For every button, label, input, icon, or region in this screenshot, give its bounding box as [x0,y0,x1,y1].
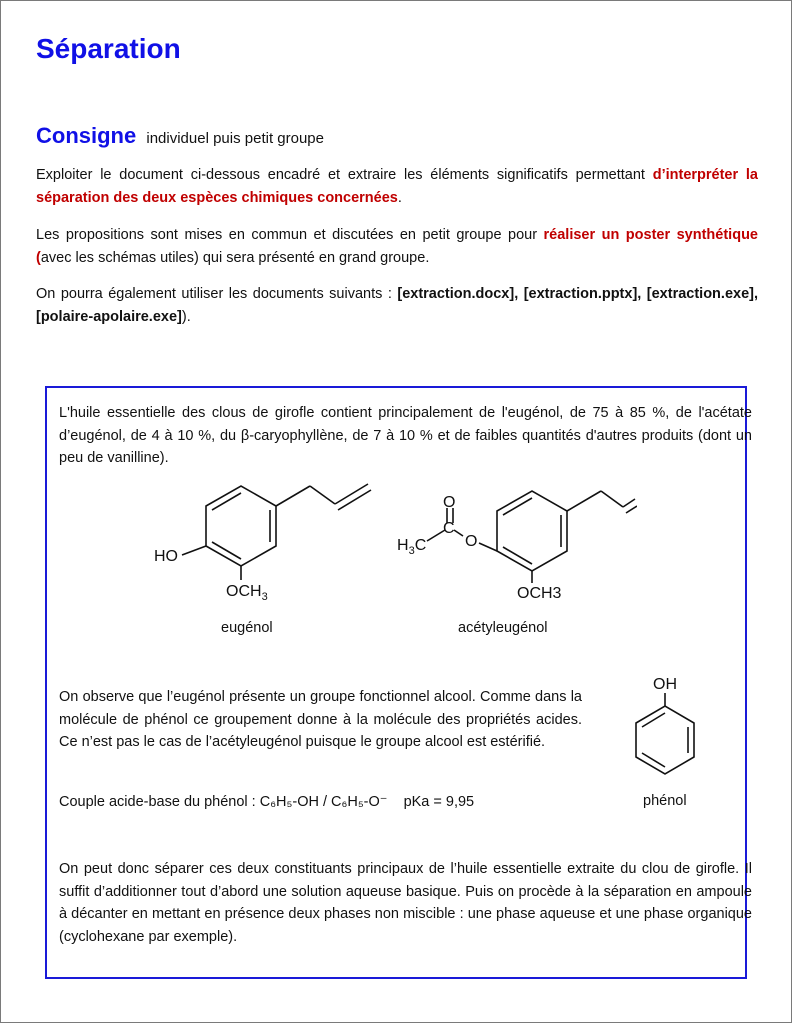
consigne-subtitle: individuel puis petit groupe [146,130,324,147]
acid-base-couple [59,791,579,814]
consigne-label: Consigne [36,123,137,148]
document-box [45,386,752,979]
observation-paragraph: On observe que l’eugénol présente un groupe fonctionnel alcool. Comme dans la molécule de phénol ce groupement donne à la molécule des propriétés acides. Ce n’est pas le cas de l’acétyleugénol puisque le groupe alcool est estérifié. [59,689,582,750]
instruction-1-text: Exploiter le document ci-dessous encadré et extraire les éléments significatifs permettant [36,167,653,183]
instruction-paragraph-2 [36,224,758,269]
instruction-1-highlight: d’interpréter la séparation des deux espèces chimiques concernées [36,167,758,206]
instruction-2-text: Les propositions sont mises en commun et discutées en petit groupe pour [36,227,544,243]
phenol-structure [630,671,700,781]
instruction-paragraph-3 [36,283,758,328]
acetyl-c: C [443,520,455,537]
acetyleugenol-label: acétyleugénol [458,620,548,636]
page-title: Séparation [36,33,181,64]
couple-label: Couple acide-base du phénol : [59,794,260,810]
pka-value: pKa = 9,95 [403,794,475,810]
instruction-2-end: avec les schémas utiles) qui sera présenté en grand groupe. [40,249,430,266]
document-intro: L'huile essentielle des clous de girofle contient principalement de l'eugénol, de 75 à 85 %, de l'acétate d’eugénol, de 4 à 10 %, du β-caryophyllène, de 7 à 10 % et de faibles quantités d'autres produits (dont un peu de vanilline). [59,405,752,466]
couple-formula: C₆H₅-OH / C₆H₅-O⁻ [259,794,388,810]
instruction-1-end: . [397,189,402,206]
eugenol-ho: HO [154,548,178,565]
instruction-paragraph-1 [36,164,758,209]
acetyl-carbonyl-o: O [443,494,456,511]
phenol-label: phénol [643,793,687,809]
consigne-heading [36,123,324,149]
instruction-2-highlight: réaliser un poster synthétique ( [36,227,758,266]
document-links: [extraction.docx], [extraction.pptx], [extraction.exe], [polaire-apolaire.exe] [36,286,758,325]
eugenol-och3: $OCH_3$ [226,583,268,603]
phenol-oh: OH [653,676,677,693]
instruction-3-end: ). [181,308,191,325]
acetyl-h3c: $H_3C$ [397,537,427,557]
eugenol-label: eugénol [221,620,273,636]
acetyl-ester-o: O [465,533,478,550]
eugenol-structure [142,478,372,603]
instruction-3-text: On pourra également utiliser les documents suivants : [36,286,398,302]
acetyl-och3: OCH3 [517,585,562,602]
acetyleugenol-structure [397,483,637,608]
conclusion-paragraph: On peut donc séparer ces deux constituants principaux de l’huile essentielle extraite du clou de girofle. Il suffit d’additionner tout d’abord une solution aqueuse basique. Puis on procède à la séparation en ampoule à décanter en mettant en présence deux phases non miscible : une phase aqueuse et une phase organique (cyclohexane par exemple). [59,861,752,945]
